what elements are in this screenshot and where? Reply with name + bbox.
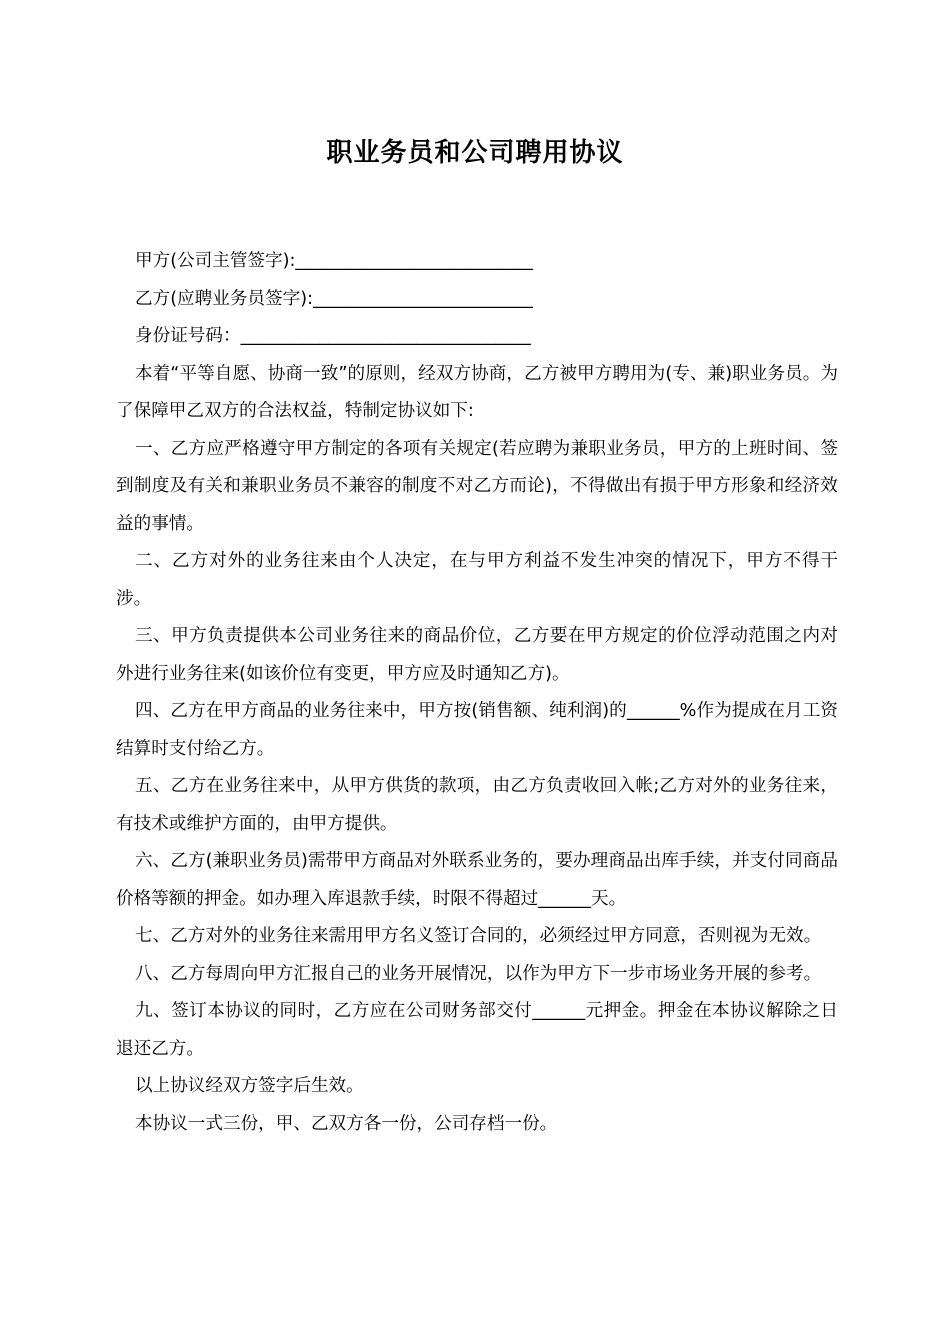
clause-1: 一、乙方应严格遵守甲方制定的各项有关规定(若应聘为兼职业务员，甲方的上班时间、签到制度及有关和兼职业务员不兼容的制度不对乙方而论)，不得做出有损于甲方形象和经济效益的事情。: [116, 438, 838, 534]
document-title: 职业务员和公司聘用协议: [326, 138, 624, 168]
party-a-signature-line: 甲方(公司主管签字):___________________________: [135, 251, 533, 271]
clause-7: 七、乙方对外的业务往来需用甲方名义签订合同的，必须经过甲方同意，否则视为无效。: [135, 926, 822, 946]
clause-4: 四、乙方在甲方商品的业务往来中，甲方按(销售额、纯利润)的______%作为提成在月工资结算时支付给乙方。: [116, 701, 838, 759]
clause-2: 二、乙方对外的业务往来由个人决定，在与甲方利益不发生冲突的情况下，甲方不得干涉。: [116, 551, 838, 609]
clause-5: 五、乙方在业务往来中，从甲方供货的款项，由乙方负责收回入帐;乙方对外的业务往来，有技术或维护方面的，由甲方提供。: [116, 776, 838, 834]
effective-statement: 以上协议经双方签字后生效。: [135, 1076, 364, 1096]
copies-statement: 本协议一式三份，甲、乙双方各一份，公司存档一份。: [135, 1113, 558, 1134]
clause-9: 九、签订本协议的同时，乙方应在公司财务部交付______元押金。押金在本协议解除之日退还乙方。: [116, 1001, 838, 1059]
clause-3: 三、甲方负责提供本公司业务往来的商品价位，乙方要在甲方规定的价位浮动范围之内对外进行业务往来(如该价位有变更，甲方应及时通知乙方)。: [116, 626, 838, 684]
preamble-paragraph: 本着“平等自愿、协商一致”的原则，经双方协商，乙方被甲方聘用为(专、兼)职业务员。为了保障甲乙双方的合法权益，特制定协议如下:: [116, 363, 838, 421]
clause-8: 八、乙方每周向甲方汇报自己的业务开展情况，以作为甲方下一步市场业务开展的参考。: [135, 963, 822, 984]
clause-6: 六、乙方(兼职业务员)需带甲方商品对外联系业务的，要办理商品出库手续，并支付同商品价格等额的押金。如办理入库退款手续，时限不得超过______天。: [116, 851, 838, 909]
document-body: [116, 243, 838, 1143]
party-b-signature-line: 乙方(应聘业务员签字):_________________________: [135, 288, 533, 309]
id-number-line: 身份证号码：_________________________________: [135, 326, 531, 346]
